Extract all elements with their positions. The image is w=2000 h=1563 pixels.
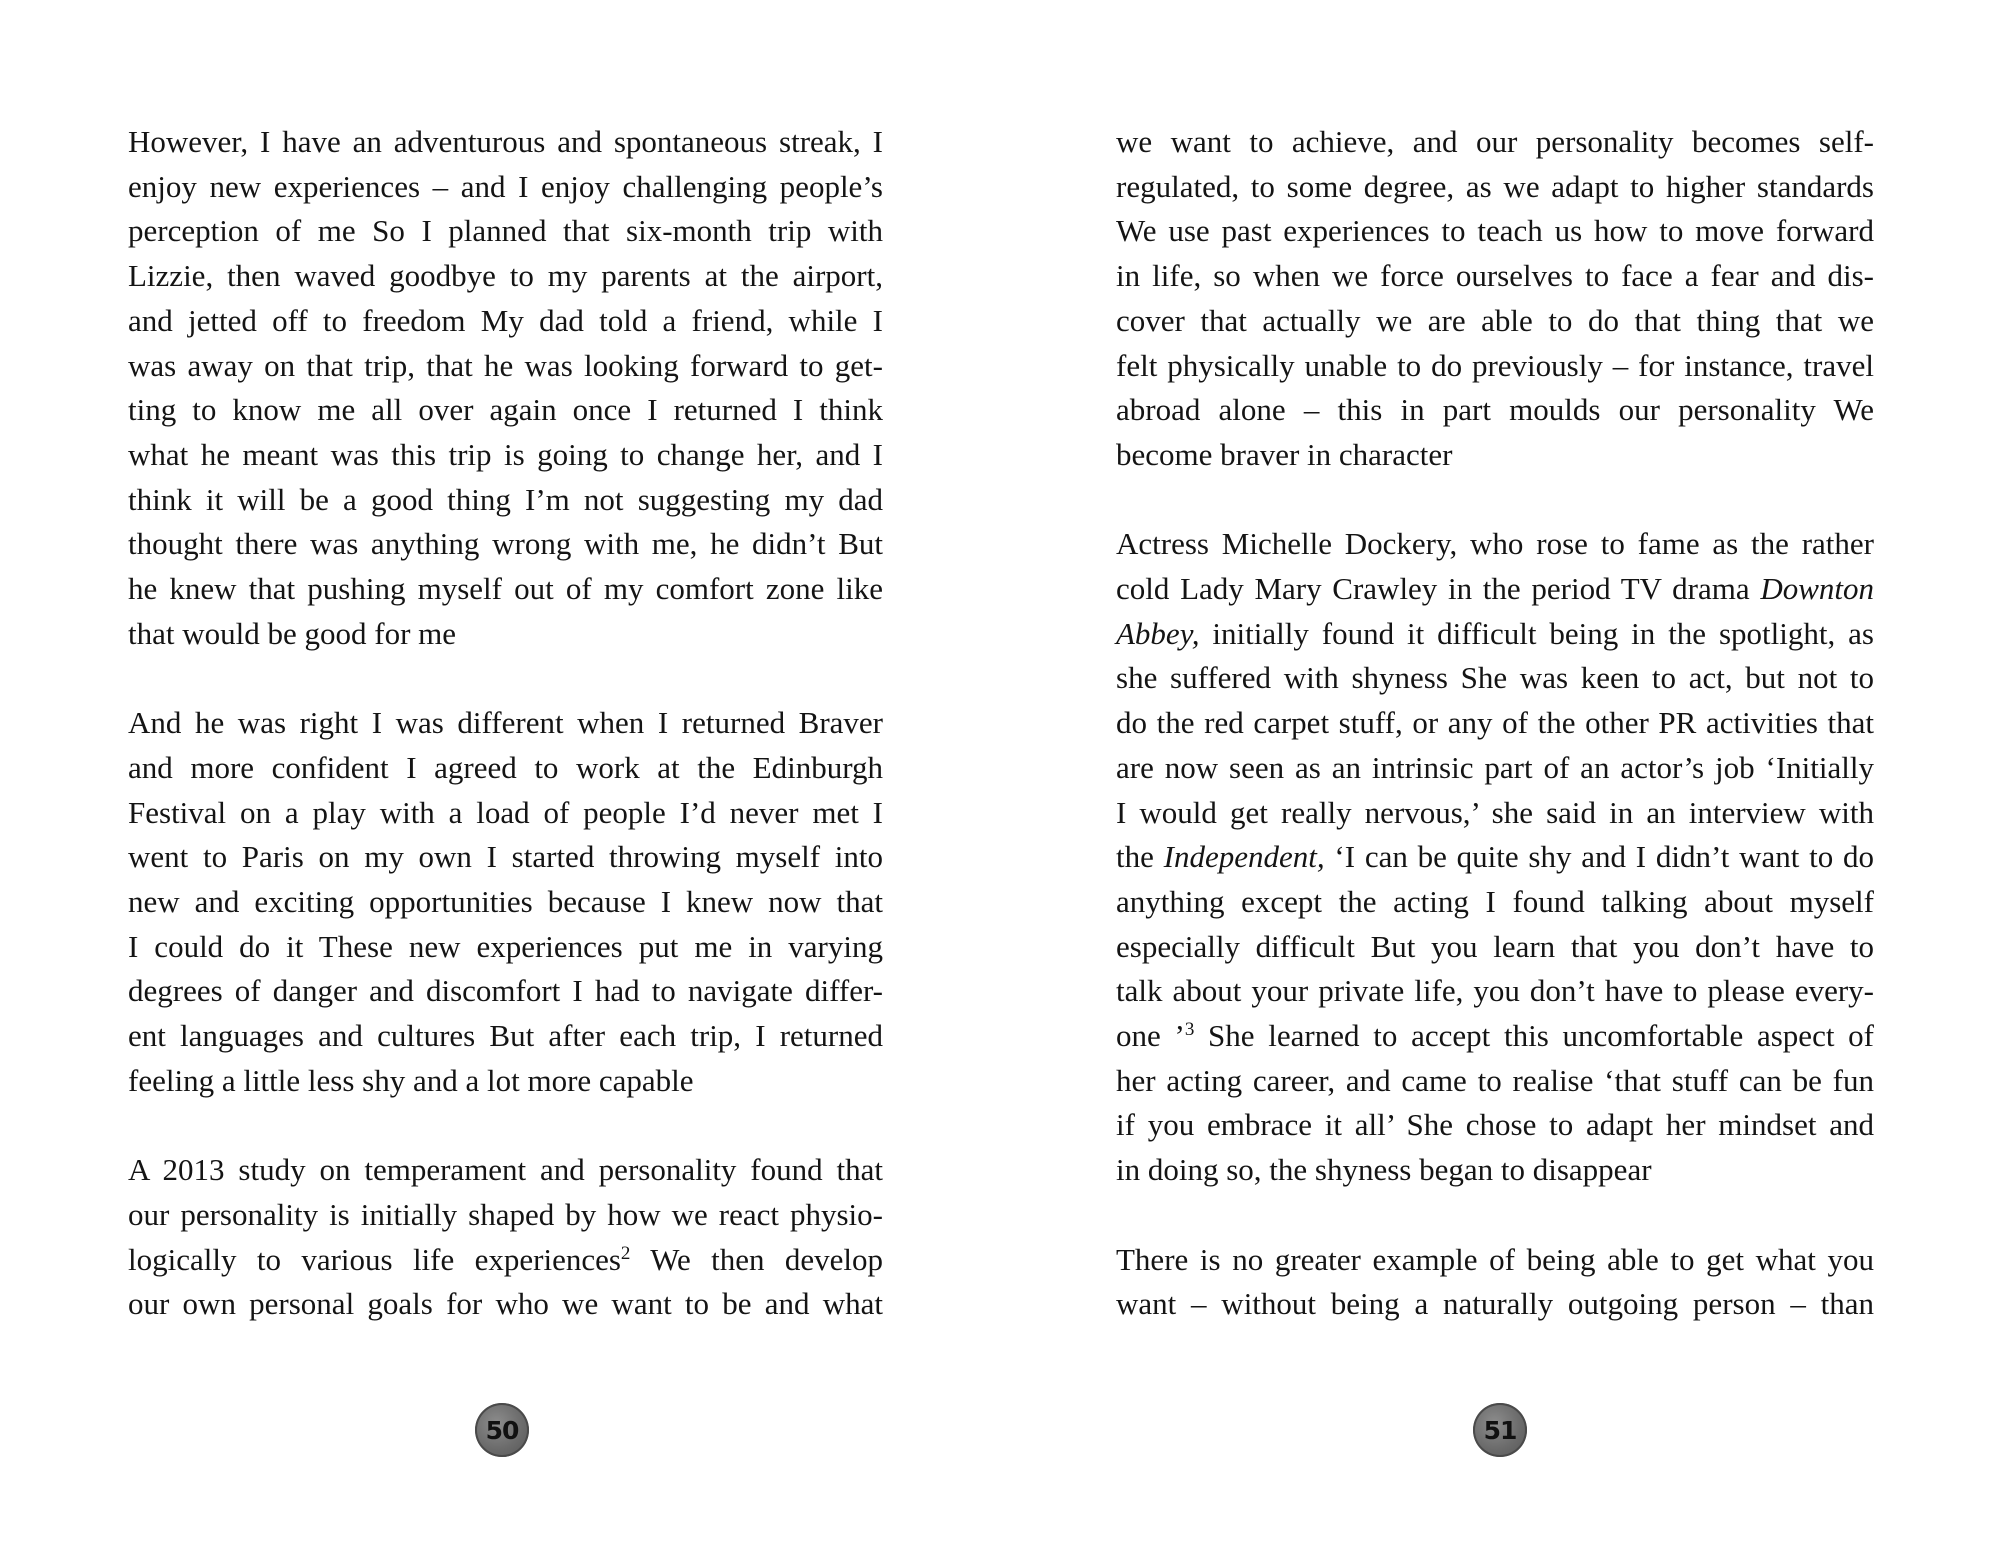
footnote-marker: 3 [1184,1019,1195,1041]
text-line: thought there was anything wrong with me, he didn’t But [128,526,883,562]
text-segment: the [1116,839,1154,875]
text-line: become braver in character [1116,436,1453,472]
text-line: our personality is initially shaped by how we react physio- [128,1196,883,1232]
text-line: Lizzie, then waved goodbye to my parents at the airport, [128,258,883,294]
text-line: Festival on a play with a load of people I’d never met I [128,794,883,830]
text-line: We use past experiences to teach us how to move forward [1116,213,1874,249]
text-line: And he was right I was different when I returned Braver [128,705,883,741]
text-line: new and exciting opportunities because I knew now that [128,883,883,919]
text-segment: We then develop [630,1241,883,1277]
left-page-body [128,120,883,1372]
text-line: especially difficult But you learn that you don’t have to [1116,928,1874,964]
text-line: are now seen as an intrinsic part of an actor’s job ‘Initially [1116,749,1874,785]
text-line: perception of me So I planned that six-month trip with [128,213,883,249]
text-line: ting to know me all over again once I returned I think [128,392,883,428]
text-line: abroad alone – this in part moulds our personality We [1116,392,1874,428]
text-line: in doing so, the shyness began to disappear [1116,1152,1652,1188]
paragraph [128,1148,883,1327]
text-line: want – without being a naturally outgoing person – than [1116,1286,1874,1322]
text-line [1116,835,1874,880]
text-line: However, I have an adventurous and spontaneous streak, I [128,124,883,159]
text-segment: ‘I can be quite shy and I didn’t want to do [1334,839,1875,875]
text-line: ent languages and cultures But after each trip, I returned [128,1018,883,1054]
text-line: There is no greater example of being able to get what you [1116,1241,1874,1277]
text-line: in life, so when we force ourselves to face a fear and dis- [1116,258,1874,294]
paragraph [1116,120,1874,478]
text-line [1116,1014,1874,1059]
text-line [1116,612,1874,657]
text-segment: one ’ [1116,1018,1185,1054]
text-line [1116,567,1874,612]
text-line: was away on that trip, that he was looking forward to get- [128,347,883,383]
paragraph [128,701,883,1103]
text-line: our own personal goals for who we want to be and what [128,1286,883,1322]
text-line: went to Paris on my own I started throwing myself into [128,839,883,875]
text-line: he knew that pushing myself out of my comfort zone like [128,571,883,607]
italic-title: Downton [1760,571,1875,607]
text-segment: She learned to accept this uncomfortable aspect of [1194,1018,1874,1054]
text-line: talk about your private life, you don’t have to please every- [1116,973,1874,1009]
text-line: do the red carpet stuff, or any of the other PR activities that [1116,705,1874,741]
text-line: Actress Michelle Dockery, who rose to fame as the rather [1116,526,1874,562]
text-segment: cold Lady Mary Crawley in the period TV drama [1116,571,1750,607]
text-line: cover that actually we are able to do that thing that we [1116,302,1874,338]
text-line: felt physically unable to do previously – for instance, travel [1116,347,1874,383]
text-line: A 2013 study on temperament and personality found that [128,1152,883,1188]
text-line [128,1238,883,1283]
right-page-body [1116,120,1874,1372]
text-line: that would be good for me [128,615,457,651]
text-line: and jetted off to freedom My dad told a friend, while I [128,302,883,338]
text-line: I could do it These new experiences put me in varying [128,928,883,964]
text-line: I would get really nervous,’ she said in an interview with [1116,794,1874,830]
page-number-badge: 50 [475,1403,529,1457]
text-line: if you embrace it all’ She chose to adapt her mindset and [1116,1107,1874,1143]
text-line: what he meant was this trip is going to change her, and I [128,436,883,472]
text-line: she suffered with shyness She was keen to act, but not to [1116,660,1874,696]
text-line: degrees of danger and discomfort I had to navigate differ- [128,973,883,1009]
text-segment: initially found it difficult being in the spotlight, as [1212,615,1874,651]
text-line: think it will be a good thing I’m not suggesting my dad [128,481,883,517]
text-line: her acting career, and came to realise ‘that stuff can be fun [1116,1062,1874,1098]
paragraph [1116,522,1874,1193]
page-number-badge: 51 [1473,1403,1527,1457]
text-line: and more confident I agreed to work at the Edinburgh [128,749,883,785]
text-line: regulated, to some degree, as we adapt to higher standards [1116,168,1874,204]
paragraph [128,120,883,656]
italic-title: Abbey, [1116,615,1200,651]
text-line: feeling a little less shy and a lot more capable [128,1062,694,1098]
text-line: we want to achieve, and our personality becomes self- [1116,124,1874,159]
text-line: anything except the acting I found talking about myself [1116,883,1874,919]
text-line: enjoy new experiences – and I enjoy challenging people’s [128,168,883,204]
italic-title: Independent, [1163,839,1325,875]
footnote-marker: 2 [620,1242,631,1264]
text-segment: logically to various life experiences [128,1241,621,1277]
paragraph [1116,1238,1874,1327]
